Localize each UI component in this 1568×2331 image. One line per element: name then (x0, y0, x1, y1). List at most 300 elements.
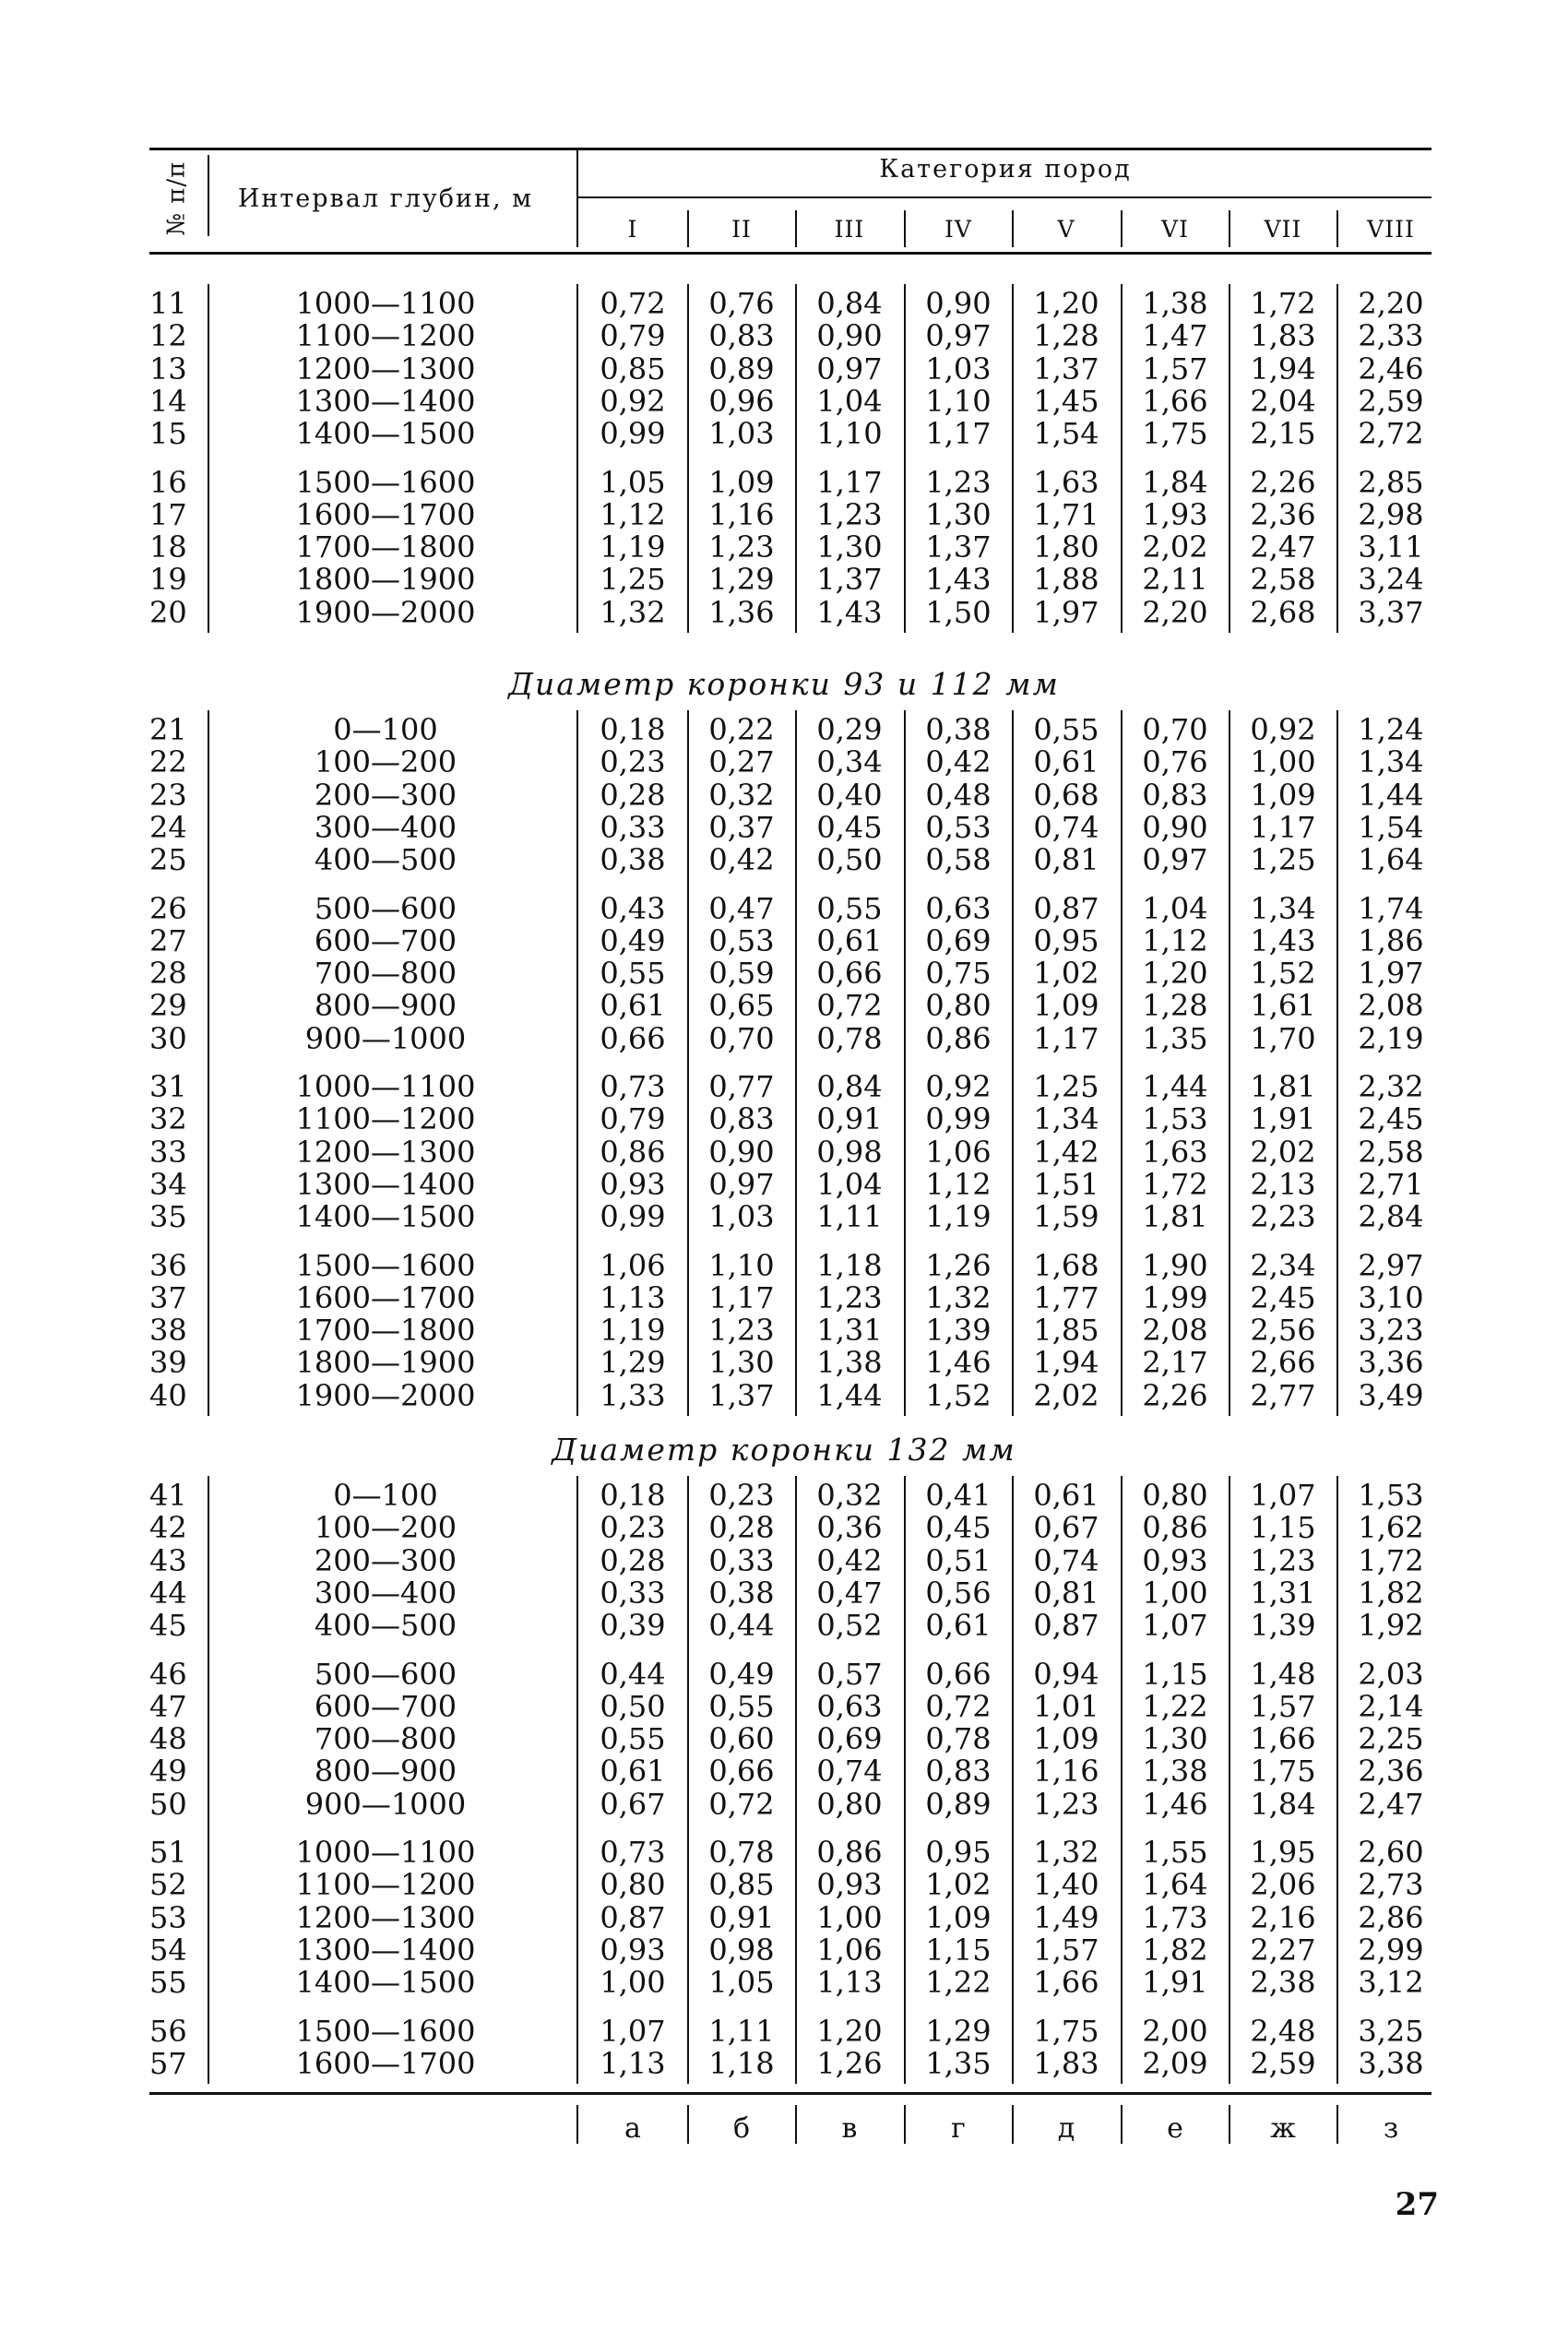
coefficient-value: 1,23 (816, 1279, 883, 1315)
coefficient-value: 1,22 (1142, 1688, 1208, 1724)
coefficient-value: 3,25 (1358, 2013, 1424, 2049)
depth-interval: 800—900 (314, 988, 457, 1024)
coefficient-value: 0,43 (600, 890, 666, 926)
coefficient-value: 2,34 (1250, 1247, 1316, 1283)
coefficient-value: 1,40 (1033, 1867, 1099, 1903)
row-number: 20 (149, 594, 187, 630)
coefficient-value: 0,93 (600, 1166, 666, 1202)
coefficient-value: 1,35 (925, 2045, 992, 2081)
coefficient-value: 1,91 (1250, 1101, 1316, 1137)
coefficient-value: 1,25 (1250, 842, 1316, 878)
coefficient-value: 0,32 (816, 1478, 883, 1513)
coefficient-value: 2,02 (1250, 1134, 1316, 1170)
depth-interval: 1900—2000 (295, 1377, 476, 1413)
coefficient-value: 1,11 (816, 1199, 883, 1235)
coefficient-value: 1,39 (925, 1313, 992, 1349)
coefficient-value: 2,85 (1358, 464, 1424, 500)
coefficient-value: 1,51 (1033, 1166, 1099, 1202)
depth-interval: 1500—1600 (295, 1247, 476, 1283)
coefficient-value: 0,66 (708, 1754, 775, 1790)
coefficient-value: 0,90 (816, 318, 883, 354)
depth-interval: 1400—1500 (295, 1199, 476, 1235)
coefficient-value: 1,09 (1250, 777, 1316, 813)
coefficient-value: 0,74 (1033, 809, 1099, 845)
coefficient-value: 0,91 (816, 1101, 883, 1137)
coefficient-value: 0,36 (816, 1510, 883, 1546)
coefficient-value: 1,20 (816, 2013, 883, 2049)
row-number: 30 (149, 1020, 187, 1056)
coefficient-value: 1,07 (1250, 1478, 1316, 1513)
row-number: 19 (149, 562, 187, 598)
coefficient-value: 0,42 (925, 744, 992, 780)
coefficient-value: 0,53 (708, 922, 775, 958)
footer-column-divider (687, 2105, 689, 2144)
coefficient-value: 1,06 (600, 1247, 666, 1283)
coefficient-value: 2,03 (1358, 1656, 1424, 1692)
coefficient-value: 1,44 (816, 1377, 883, 1413)
coefficient-value: 0,96 (708, 383, 775, 419)
coefficient-value: 0,68 (1033, 777, 1099, 813)
coefficient-value: 1,16 (708, 496, 775, 532)
coefficient-value: 1,86 (1358, 922, 1424, 958)
coefficient-value: 2,45 (1250, 1279, 1316, 1315)
coefficient-value: 2,20 (1142, 594, 1208, 630)
coefficient-value: 0,49 (708, 1656, 775, 1692)
coefficient-value: 0,44 (708, 1608, 775, 1644)
coefficient-value: 2,26 (1250, 464, 1316, 500)
coefficient-value: 1,38 (1142, 286, 1208, 321)
depth-interval: 1500—1600 (295, 2013, 476, 2049)
coefficient-value: 0,28 (600, 1542, 666, 1578)
value-column-rule (1121, 710, 1123, 1416)
coefficient-value: 0,93 (1142, 1542, 1208, 1578)
coefficient-value: 0,18 (600, 1478, 666, 1513)
coefficient-value: 1,10 (708, 1247, 775, 1283)
coefficient-value: 0,74 (1033, 1542, 1099, 1578)
coefficient-value: 2,47 (1250, 529, 1316, 565)
coefficient-value: 0,80 (1142, 1478, 1208, 1513)
depth-interval: 1600—1700 (295, 1279, 476, 1315)
coefficient-value: 0,81 (1033, 842, 1099, 878)
coefficient-value: 1,26 (816, 2045, 883, 2081)
coefficient-value: 1,63 (1033, 464, 1099, 500)
coefficient-value: 0,83 (708, 1101, 775, 1137)
coefficient-value: 2,58 (1250, 562, 1316, 598)
coefficient-value: 1,84 (1250, 1786, 1316, 1822)
coefficient-value: 0,66 (925, 1656, 992, 1692)
category-column-divider (687, 210, 689, 247)
coefficient-value: 3,11 (1358, 529, 1424, 565)
coefficient-value: 0,99 (600, 1199, 666, 1235)
coefficient-value: 2,36 (1250, 496, 1316, 532)
coefficient-value: 0,69 (925, 922, 992, 958)
coefficient-value: 1,18 (708, 2045, 775, 2081)
coefficient-value: 0,80 (600, 1867, 666, 1903)
coefficient-value: 1,81 (1250, 1069, 1316, 1104)
coefficient-value: 1,29 (708, 562, 775, 598)
footer-column-divider (1012, 2105, 1014, 2144)
coefficient-value: 2,36 (1358, 1754, 1424, 1790)
depth-interval: 200—300 (314, 777, 457, 813)
coefficient-value: 1,07 (1142, 1608, 1208, 1644)
coefficient-value: 2,09 (1142, 2045, 1208, 2081)
coefficient-value: 1,37 (816, 562, 883, 598)
coefficient-value: 1,05 (600, 464, 666, 500)
row-number: 16 (149, 464, 187, 500)
coefficient-value: 2,46 (1358, 351, 1424, 387)
coefficient-value: 2,56 (1250, 1313, 1316, 1349)
row-number: 46 (149, 1656, 187, 1692)
coefficient-value: 0,90 (925, 286, 992, 321)
coefficient-value: 1,12 (925, 1166, 992, 1202)
coefficient-value: 0,89 (925, 1786, 992, 1822)
coefficient-value: 1,46 (925, 1345, 992, 1381)
coefficient-value: 1,85 (1033, 1313, 1099, 1349)
row-number: 32 (149, 1101, 187, 1137)
depth-interval: 900—1000 (304, 1786, 467, 1822)
coefficient-value: 1,52 (925, 1377, 992, 1413)
coefficient-value: 0,79 (600, 318, 666, 354)
row-number: 54 (149, 1932, 187, 1968)
coefficient-value: 0,97 (708, 1166, 775, 1202)
footer-column-divider (795, 2105, 797, 2144)
coefficient-value: 2,72 (1358, 416, 1424, 452)
coefficient-value: 1,95 (1250, 1835, 1316, 1870)
coefficient-value: 3,24 (1358, 562, 1424, 598)
coefficient-value: 0,83 (925, 1754, 992, 1790)
coefficient-value: 0,92 (600, 383, 666, 419)
row-number: 39 (149, 1345, 187, 1381)
depth-interval: 1600—1700 (295, 496, 476, 532)
coefficient-value: 0,67 (600, 1786, 666, 1822)
coefficient-value: 3,37 (1358, 594, 1424, 630)
coefficient-value: 2,71 (1358, 1166, 1424, 1202)
row-number: 11 (149, 286, 187, 321)
coefficient-value: 1,82 (1142, 1932, 1208, 1968)
coefficient-value: 0,47 (708, 890, 775, 926)
coefficient-value: 0,75 (925, 956, 992, 992)
coefficient-value: 0,53 (925, 809, 992, 845)
coefficient-value: 0,33 (600, 1575, 666, 1611)
coefficient-value: 1,35 (1142, 1020, 1208, 1056)
coefficient-value: 1,55 (1142, 1835, 1208, 1870)
coefficient-value: 1,44 (1142, 1069, 1208, 1104)
coefficient-value: 1,23 (925, 464, 992, 500)
coefficient-value: 0,61 (925, 1608, 992, 1644)
coefficient-value: 1,01 (1033, 1688, 1099, 1724)
coefficient-value: 2,02 (1033, 1377, 1099, 1413)
coefficient-value: 0,49 (600, 922, 666, 958)
coefficient-value: 1,46 (1142, 1786, 1208, 1822)
header-row-number: № п/п (163, 161, 192, 236)
row-number: 51 (149, 1835, 187, 1870)
coefficient-value: 0,90 (708, 1134, 775, 1170)
coefficient-value: 1,23 (1033, 1786, 1099, 1822)
coefficient-value: 1,10 (816, 416, 883, 452)
category-column-label: II (731, 216, 752, 243)
coefficient-value: 0,63 (816, 1688, 883, 1724)
coefficient-value: 2,32 (1358, 1069, 1424, 1104)
row-number: 17 (149, 496, 187, 532)
coefficient-value: 1,75 (1033, 2013, 1099, 2049)
coefficient-value: 1,38 (816, 1345, 883, 1381)
coefficient-value: 2,47 (1358, 1786, 1424, 1822)
coefficient-value: 1,15 (925, 1932, 992, 1968)
coefficient-value: 0,86 (1142, 1510, 1208, 1546)
coefficient-value: 1,82 (1358, 1575, 1424, 1611)
header-interval: Интервал глубин, м (237, 184, 534, 213)
coefficient-value: 0,47 (816, 1575, 883, 1611)
coefficient-value: 1,33 (600, 1377, 666, 1413)
coefficient-value: 1,17 (1033, 1020, 1099, 1056)
coefficient-value: 0,29 (816, 712, 883, 747)
coefficient-value: 1,26 (925, 1247, 992, 1283)
coefficient-value: 0,51 (925, 1542, 992, 1578)
coefficient-value: 0,72 (708, 1786, 775, 1822)
coefficient-value: 1,91 (1142, 1965, 1208, 2001)
row-number: 22 (149, 744, 187, 780)
coefficient-value: 1,28 (1142, 988, 1208, 1024)
coefficient-value: 1,59 (1033, 1199, 1099, 1235)
coefficient-value: 1,88 (1033, 562, 1099, 598)
footer-column-letter: з (1383, 2112, 1399, 2145)
coefficient-value: 0,72 (600, 286, 666, 321)
coefficient-value: 1,03 (708, 1199, 775, 1235)
coefficient-value: 1,42 (1033, 1134, 1099, 1170)
depth-interval: 700—800 (314, 1721, 457, 1757)
coefficient-value: 1,70 (1250, 1020, 1316, 1056)
coefficient-value: 2,33 (1358, 318, 1424, 354)
coefficient-value: 1,49 (1033, 1899, 1099, 1935)
value-column-rule (1012, 710, 1014, 1416)
footer-column-divider (576, 2105, 578, 2144)
coefficient-value: 1,10 (925, 383, 992, 419)
coefficient-value: 0,55 (816, 890, 883, 926)
row-number: 18 (149, 529, 187, 565)
coefficient-value: 1,57 (1142, 351, 1208, 387)
coefficient-value: 0,61 (600, 1754, 666, 1790)
coefficient-value: 3,38 (1358, 2045, 1424, 2081)
coefficient-value: 0,74 (816, 1754, 883, 1790)
coefficient-value: 0,93 (600, 1932, 666, 1968)
header-category-rule (576, 196, 1431, 198)
coefficient-value: 0,23 (600, 1510, 666, 1546)
coefficient-value: 0,50 (600, 1688, 666, 1724)
value-column-rule (1336, 1476, 1338, 2084)
coefficient-value: 0,55 (600, 1721, 666, 1757)
depth-interval: 600—700 (314, 922, 457, 958)
row-number: 31 (149, 1069, 187, 1104)
coefficient-value: 0,33 (600, 809, 666, 845)
row-number: 25 (149, 842, 187, 878)
coefficient-value: 1,72 (1250, 286, 1316, 321)
coefficient-value: 0,86 (600, 1134, 666, 1170)
coefficient-value: 0,87 (1033, 890, 1099, 926)
category-column-label: I (627, 216, 638, 243)
coefficient-value: 0,66 (816, 956, 883, 992)
depth-interval: 100—200 (314, 1510, 457, 1546)
coefficient-value: 0,60 (708, 1721, 775, 1757)
coefficient-value: 0,89 (708, 351, 775, 387)
section-title: Диаметр коронки 132 мм (552, 1432, 1016, 1468)
coefficient-value: 1,09 (1033, 988, 1099, 1024)
value-column-rule (1121, 1476, 1123, 2084)
coefficient-value: 1,92 (1358, 1608, 1424, 1644)
coefficient-value: 2,02 (1142, 529, 1208, 565)
coefficient-value: 0,45 (816, 809, 883, 845)
row-number: 45 (149, 1608, 187, 1644)
table-top-rule (149, 148, 1431, 150)
table-bottom-rule (149, 2092, 1431, 2095)
coefficient-value: 0,84 (816, 286, 883, 321)
row-number: 28 (149, 956, 187, 992)
coefficient-value: 1,57 (1033, 1932, 1099, 1968)
coefficient-value: 2,97 (1358, 1247, 1424, 1283)
coefficient-value: 1,15 (1142, 1656, 1208, 1692)
coefficient-value: 1,73 (1142, 1899, 1208, 1935)
row-number: 50 (149, 1786, 187, 1822)
row-number: 41 (149, 1478, 187, 1513)
coefficient-value: 1,02 (1033, 956, 1099, 992)
coefficient-value: 1,54 (1033, 416, 1099, 452)
value-column-rule (1229, 1476, 1230, 2084)
depth-interval: 1100—1200 (295, 1867, 476, 1903)
coefficient-value: 0,90 (1142, 809, 1208, 845)
row-number: 56 (149, 2013, 187, 2049)
depth-interval: 400—500 (314, 1608, 457, 1644)
footer-column-letter: а (624, 2112, 641, 2145)
coefficient-value: 1,81 (1142, 1199, 1208, 1235)
depth-interval: 1200—1300 (295, 1134, 476, 1170)
coefficient-value: 3,10 (1358, 1279, 1424, 1315)
coefficient-value: 1,66 (1250, 1721, 1316, 1757)
coefficient-value: 1,97 (1358, 956, 1424, 992)
depth-interval: 1900—2000 (295, 594, 476, 630)
depth-interval: 1300—1400 (295, 383, 476, 419)
coefficient-value: 0,86 (816, 1835, 883, 1870)
coefficient-value: 1,06 (925, 1134, 992, 1170)
coefficient-value: 0,80 (925, 988, 992, 1024)
coefficient-value: 0,66 (600, 1020, 666, 1056)
depth-interval: 1300—1400 (295, 1166, 476, 1202)
value-column-rule (795, 284, 797, 633)
row-number: 13 (149, 351, 187, 387)
coefficient-value: 0,40 (816, 777, 883, 813)
depth-interval: 200—300 (314, 1542, 457, 1578)
coefficient-value: 1,16 (1033, 1754, 1099, 1790)
coefficient-value: 1,11 (708, 2013, 775, 2049)
coefficient-value: 0,83 (708, 318, 775, 354)
coefficient-value: 0,23 (708, 1478, 775, 1513)
coefficient-value: 1,75 (1250, 1754, 1316, 1790)
coefficient-value: 1,20 (1033, 286, 1099, 321)
depth-interval: 300—400 (314, 809, 457, 845)
coefficient-value: 1,03 (708, 416, 775, 452)
category-column-rule (576, 710, 578, 1416)
coefficient-value: 0,38 (708, 1575, 775, 1611)
row-number: 24 (149, 809, 187, 845)
coefficient-value: 0,44 (600, 1656, 666, 1692)
value-column-rule (1012, 284, 1014, 633)
row-number: 15 (149, 416, 187, 452)
coefficient-value: 1,00 (1142, 1575, 1208, 1611)
coefficient-value: 0,32 (708, 777, 775, 813)
coefficient-value: 1,71 (1033, 496, 1099, 532)
interval-column-rule (208, 1476, 209, 2084)
coefficient-value: 1,37 (708, 1377, 775, 1413)
coefficient-value: 0,97 (1142, 842, 1208, 878)
coefficient-value: 3,49 (1358, 1377, 1424, 1413)
coefficient-value: 0,79 (600, 1101, 666, 1137)
footer-column-divider (1336, 2105, 1338, 2144)
depth-interval: 1000—1100 (295, 1069, 476, 1104)
coefficient-value: 1,12 (1142, 922, 1208, 958)
coefficient-value: 1,32 (1033, 1835, 1099, 1870)
row-number: 42 (149, 1510, 187, 1546)
coefficient-value: 0,52 (816, 1608, 883, 1644)
coefficient-value: 0,61 (816, 922, 883, 958)
value-column-rule (687, 710, 689, 1416)
coefficient-value: 1,00 (816, 1899, 883, 1935)
coefficient-value: 1,72 (1358, 1542, 1424, 1578)
coefficient-value: 1,68 (1033, 1247, 1099, 1283)
coefficient-value: 1,34 (1033, 1101, 1099, 1137)
coefficient-value: 2,14 (1358, 1688, 1424, 1724)
coefficient-value: 2,48 (1250, 2013, 1316, 2049)
coefficient-value: 1,90 (1142, 1247, 1208, 1283)
coefficient-value: 0,81 (1033, 1575, 1099, 1611)
coefficient-value: 1,63 (1142, 1134, 1208, 1170)
coefficient-value: 0,55 (708, 1688, 775, 1724)
coefficient-value: 1,19 (925, 1199, 992, 1235)
coefficient-value: 1,30 (925, 496, 992, 532)
coefficient-value: 1,48 (1250, 1656, 1316, 1692)
coefficient-value: 1,23 (1250, 1542, 1316, 1578)
coefficient-value: 0,70 (708, 1020, 775, 1056)
value-column-rule (687, 1476, 689, 2084)
coefficient-value: 2,06 (1250, 1867, 1316, 1903)
coefficient-value: 1,34 (1358, 744, 1424, 780)
category-column-label: III (834, 216, 865, 243)
footer-column-divider (1121, 2105, 1123, 2144)
depth-interval: 1000—1100 (295, 286, 476, 321)
depth-interval: 1400—1500 (295, 1965, 476, 2001)
coefficient-value: 0,67 (1033, 1510, 1099, 1546)
coefficient-value: 1,23 (708, 529, 775, 565)
coefficient-value: 0,83 (1142, 777, 1208, 813)
coefficient-value: 2,73 (1358, 1867, 1424, 1903)
row-number: 43 (149, 1542, 187, 1578)
coefficient-value: 1,36 (708, 594, 775, 630)
coefficient-value: 0,85 (600, 351, 666, 387)
coefficient-value: 2,00 (1142, 2013, 1208, 2049)
category-column-divider (1229, 210, 1230, 247)
coefficient-value: 0,97 (925, 318, 992, 354)
coefficient-value: 0,91 (708, 1899, 775, 1935)
coefficient-value: 1,47 (1142, 318, 1208, 354)
value-column-rule (1121, 284, 1123, 633)
depth-interval: 1300—1400 (295, 1932, 476, 1968)
value-column-rule (795, 710, 797, 1416)
category-column-divider (1336, 210, 1338, 247)
row-number: 48 (149, 1721, 187, 1757)
coefficient-value: 1,77 (1033, 1279, 1099, 1315)
category-column-divider (1121, 210, 1123, 247)
coefficient-value: 1,57 (1250, 1688, 1316, 1724)
coefficient-value: 2,27 (1250, 1932, 1316, 1968)
coefficient-value: 1,83 (1250, 318, 1316, 354)
row-number: 34 (149, 1166, 187, 1202)
